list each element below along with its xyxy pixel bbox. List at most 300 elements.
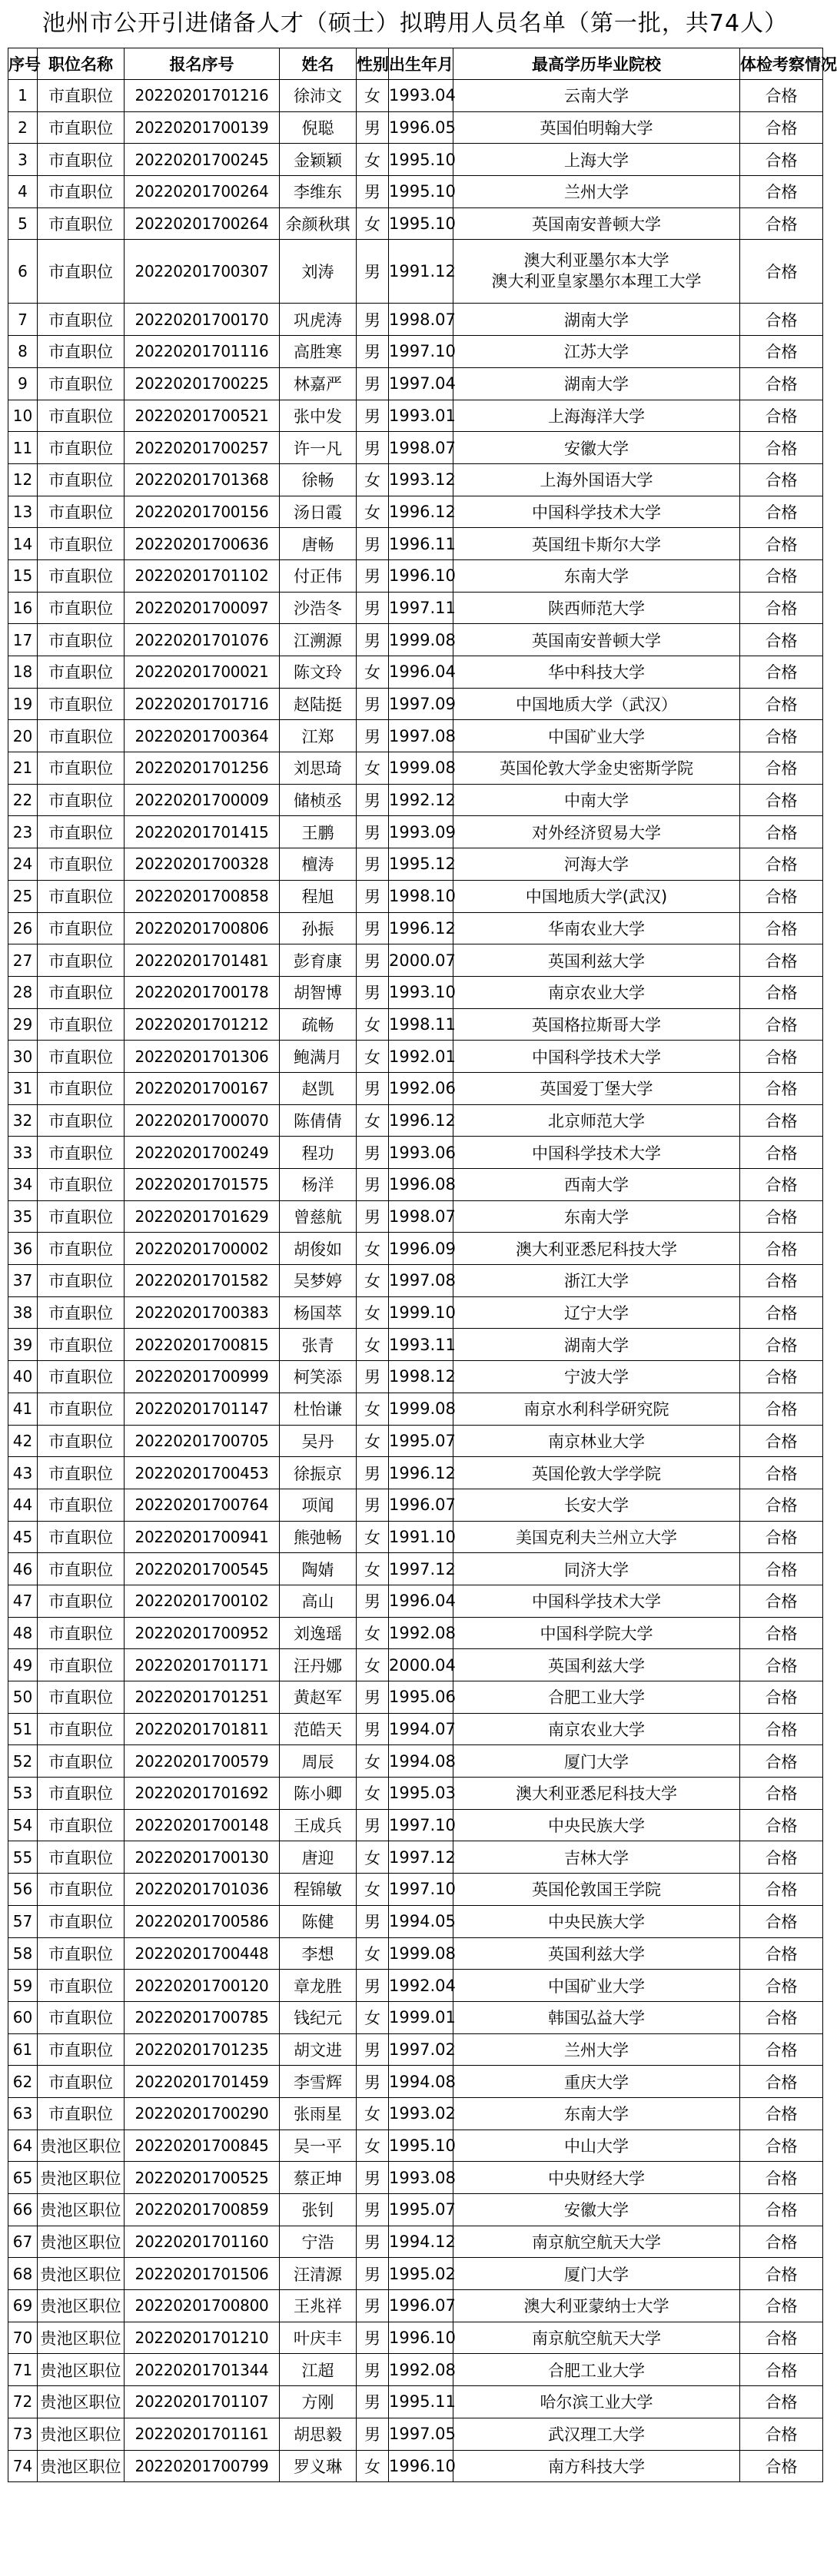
cell-school: 中国科学技术大学	[453, 496, 740, 528]
cell-check: 合格	[740, 688, 823, 720]
cell-school: 东南大学	[453, 1200, 740, 1233]
cell-name: 蔡正坤	[280, 2162, 357, 2194]
table-row	[8, 688, 823, 720]
table-row	[8, 144, 823, 176]
cell-gender: 男	[357, 432, 389, 464]
table-row	[8, 976, 823, 1008]
cell-birth: 1997.08	[389, 720, 453, 752]
cell-check: 合格	[740, 432, 823, 464]
table-body	[8, 80, 823, 2482]
cell-position: 市直职位	[38, 624, 125, 656]
cell-name: 余颜秋琪	[280, 207, 357, 240]
cell-reg-number: 20220201700815	[125, 1329, 280, 1361]
cell-check: 合格	[740, 848, 823, 881]
table-row	[8, 1137, 823, 1169]
cell-check: 合格	[740, 752, 823, 785]
table-row	[8, 2162, 823, 2194]
cell-school: 上海海洋大学	[453, 400, 740, 432]
cell-name: 高山	[280, 1585, 357, 1617]
cell-gender: 男	[357, 816, 389, 848]
cell-check: 合格	[740, 2162, 823, 2194]
cell-birth: 1992.06	[389, 1072, 453, 1104]
table-row	[8, 496, 823, 528]
cell-gender: 男	[357, 2066, 389, 2098]
cell-check: 合格	[740, 1041, 823, 1073]
cell-position: 贵池区职位	[38, 2290, 125, 2322]
cell-birth: 1999.08	[389, 1937, 453, 1970]
cell-reg-number: 20220201701147	[125, 1393, 280, 1425]
cell-gender: 男	[357, 2194, 389, 2226]
cell-check: 合格	[740, 144, 823, 176]
cell-birth: 1995.10	[389, 207, 453, 240]
cell-name: 储桢丞	[280, 784, 357, 816]
cell-name: 沙浩冬	[280, 592, 357, 624]
cell-position: 市直职位	[38, 1970, 125, 2002]
cell-reg-number: 20220201700521	[125, 400, 280, 432]
cell-position: 贵池区职位	[38, 2258, 125, 2290]
cell-name: 宁浩	[280, 2226, 357, 2258]
cell-check: 合格	[740, 1905, 823, 1937]
cell-position: 贵池区职位	[38, 2450, 125, 2482]
cell-name: 鲍满月	[280, 1041, 357, 1073]
cell-seq: 55	[8, 1841, 38, 1874]
table-row	[8, 2354, 823, 2386]
cell-seq: 39	[8, 1329, 38, 1361]
cell-gender: 男	[357, 1489, 389, 1521]
cell-reg-number: 20220201701256	[125, 752, 280, 785]
table-row	[8, 1681, 823, 1714]
cell-birth: 1993.04	[389, 80, 453, 112]
cell-name: 倪聪	[280, 111, 357, 144]
table-row	[8, 2290, 823, 2322]
cell-birth: 1996.08	[389, 1169, 453, 1201]
cell-position: 市直职位	[38, 880, 125, 912]
cell-reg-number: 20220201700002	[125, 1233, 280, 1265]
cell-check: 合格	[740, 1104, 823, 1137]
table-row	[8, 1329, 823, 1361]
cell-birth: 2000.04	[389, 1649, 453, 1681]
cell-birth: 1999.08	[389, 624, 453, 656]
cell-seq: 21	[8, 752, 38, 785]
cell-birth: 1993.06	[389, 1137, 453, 1169]
cell-birth: 1999.08	[389, 752, 453, 785]
cell-school: 东南大学	[453, 2097, 740, 2130]
cell-gender: 男	[357, 304, 389, 336]
cell-birth: 1996.04	[389, 1585, 453, 1617]
cell-school: 东南大学	[453, 559, 740, 592]
cell-position: 市直职位	[38, 1457, 125, 1489]
cell-birth: 1995.07	[389, 2194, 453, 2226]
cell-seq: 37	[8, 1265, 38, 1297]
cell-birth: 1996.10	[389, 559, 453, 592]
cell-gender: 女	[357, 2450, 389, 2482]
cell-check: 合格	[740, 1937, 823, 1970]
cell-position: 市直职位	[38, 784, 125, 816]
cell-seq: 18	[8, 656, 38, 689]
cell-school: 英国伯明翰大学	[453, 111, 740, 144]
cell-birth: 1995.10	[389, 2130, 453, 2162]
cell-reg-number: 20220201700383	[125, 1296, 280, 1329]
cell-school: 浙江大学	[453, 1265, 740, 1297]
cell-name: 吴一平	[280, 2130, 357, 2162]
cell-birth: 1997.05	[389, 2418, 453, 2450]
cell-name: 张青	[280, 1329, 357, 1361]
cell-school: 英国伦敦大学金史密斯学院	[453, 752, 740, 785]
cell-reg-number: 20220201700328	[125, 848, 280, 881]
cell-seq: 19	[8, 688, 38, 720]
cell-gender: 女	[357, 752, 389, 785]
cell-reg-number: 20220201701811	[125, 1713, 280, 1745]
cell-school: 上海大学	[453, 144, 740, 176]
cell-seq: 72	[8, 2386, 38, 2418]
cell-position: 贵池区职位	[38, 2386, 125, 2418]
cell-position: 市直职位	[38, 496, 125, 528]
cell-reg-number: 20220201701251	[125, 1681, 280, 1714]
cell-reg-number: 20220201701161	[125, 2418, 280, 2450]
cell-school: 美国克利夫兰州立大学	[453, 1521, 740, 1553]
cell-school: 中国矿业大学	[453, 720, 740, 752]
cell-seq: 26	[8, 912, 38, 944]
cell-position: 市直职位	[38, 1296, 125, 1329]
cell-gender: 女	[357, 1874, 389, 1906]
cell-seq: 8	[8, 336, 38, 368]
cell-gender: 男	[357, 688, 389, 720]
table-row	[8, 1457, 823, 1489]
cell-name: 唐迎	[280, 1841, 357, 1874]
cell-check: 合格	[740, 784, 823, 816]
cell-reg-number: 20220201700799	[125, 2450, 280, 2482]
cell-gender: 男	[357, 976, 389, 1008]
cell-reg-number: 20220201701575	[125, 1169, 280, 1201]
cell-position: 市直职位	[38, 528, 125, 560]
cell-check: 合格	[740, 592, 823, 624]
cell-gender: 男	[357, 1072, 389, 1104]
cell-position: 市直职位	[38, 976, 125, 1008]
table-row	[8, 752, 823, 785]
cell-position: 市直职位	[38, 2033, 125, 2066]
cell-reg-number: 20220201701107	[125, 2386, 280, 2418]
table-row	[8, 176, 823, 208]
cell-position: 市直职位	[38, 1008, 125, 1041]
table-row	[8, 2226, 823, 2258]
cell-position: 市直职位	[38, 656, 125, 689]
cell-check: 合格	[740, 2097, 823, 2130]
cell-name: 王兆祥	[280, 2290, 357, 2322]
cell-seq: 71	[8, 2354, 38, 2386]
cell-gender: 女	[357, 1617, 389, 1649]
cell-gender: 男	[357, 559, 389, 592]
cell-school: 英国格拉斯哥大学	[453, 1008, 740, 1041]
cell-position: 贵池区职位	[38, 2130, 125, 2162]
cell-birth: 1996.11	[389, 528, 453, 560]
cell-school: 南方科技大学	[453, 2450, 740, 2482]
cell-gender: 女	[357, 1041, 389, 1073]
cell-position: 市直职位	[38, 336, 125, 368]
table-row	[8, 1841, 823, 1874]
cell-check: 合格	[740, 2226, 823, 2258]
cell-reg-number: 20220201700290	[125, 2097, 280, 2130]
table-row	[8, 400, 823, 432]
cell-position: 市直职位	[38, 688, 125, 720]
cell-gender: 男	[357, 2226, 389, 2258]
cell-position: 贵池区职位	[38, 2226, 125, 2258]
cell-name: 胡俊如	[280, 1233, 357, 1265]
cell-check: 合格	[740, 528, 823, 560]
cell-gender: 男	[357, 1200, 389, 1233]
table-row	[8, 2130, 823, 2162]
cell-gender: 男	[357, 1457, 389, 1489]
cell-position: 市直职位	[38, 2066, 125, 2098]
cell-position: 市直职位	[38, 1041, 125, 1073]
cell-seq: 34	[8, 1169, 38, 1201]
cell-reg-number: 20220201700264	[125, 176, 280, 208]
cell-name: 赵陆挺	[280, 688, 357, 720]
cell-check: 合格	[740, 2130, 823, 2162]
cell-gender: 男	[357, 944, 389, 977]
cell-position: 市直职位	[38, 1553, 125, 1585]
table-row	[8, 559, 823, 592]
cell-name: 方刚	[280, 2386, 357, 2418]
cell-reg-number: 20220201701235	[125, 2033, 280, 2066]
cell-position: 市直职位	[38, 400, 125, 432]
cell-name: 范皓天	[280, 1713, 357, 1745]
cell-gender: 男	[357, 2418, 389, 2450]
cell-name: 陈健	[280, 1905, 357, 1937]
cell-position: 市直职位	[38, 367, 125, 400]
cell-gender: 男	[357, 1713, 389, 1745]
cell-name: 陶婧	[280, 1553, 357, 1585]
cell-name: 付正伟	[280, 559, 357, 592]
cell-birth: 1992.04	[389, 1970, 453, 2002]
cell-name: 李想	[280, 1937, 357, 1970]
cell-name: 吴梦婷	[280, 1265, 357, 1297]
cell-school: 中国科学技术大学	[453, 1137, 740, 1169]
table-row	[8, 848, 823, 881]
cell-gender: 男	[357, 592, 389, 624]
cell-birth: 1997.04	[389, 367, 453, 400]
cell-check: 合格	[740, 400, 823, 432]
cell-name: 项闻	[280, 1489, 357, 1521]
cell-seq: 66	[8, 2194, 38, 2226]
cell-school: 北京师范大学	[453, 1104, 740, 1137]
cell-school: 英国利兹大学	[453, 944, 740, 977]
cell-reg-number: 20220201700102	[125, 1585, 280, 1617]
cell-gender: 男	[357, 336, 389, 368]
table-row	[8, 1905, 823, 1937]
cell-birth: 1996.05	[389, 111, 453, 144]
table-row	[8, 2001, 823, 2033]
cell-reg-number: 20220201701506	[125, 2258, 280, 2290]
cell-check: 合格	[740, 1200, 823, 1233]
cell-check: 合格	[740, 1393, 823, 1425]
table-row	[8, 1778, 823, 1810]
cell-reg-number: 20220201700952	[125, 1617, 280, 1649]
table-row	[8, 816, 823, 848]
cell-reg-number: 20220201700120	[125, 1970, 280, 2002]
cell-name: 熊弛畅	[280, 1521, 357, 1553]
cell-name: 胡智博	[280, 976, 357, 1008]
header-position: 职位名称	[38, 48, 125, 80]
cell-birth: 1996.12	[389, 912, 453, 944]
cell-seq: 49	[8, 1649, 38, 1681]
cell-reg-number: 20220201701344	[125, 2354, 280, 2386]
table-row	[8, 1296, 823, 1329]
cell-seq: 60	[8, 2001, 38, 2033]
cell-seq: 2	[8, 111, 38, 144]
cell-gender: 女	[357, 656, 389, 689]
cell-gender: 男	[357, 1585, 389, 1617]
cell-gender: 男	[357, 1681, 389, 1714]
table-row	[8, 1585, 823, 1617]
cell-name: 陈小卿	[280, 1778, 357, 1810]
cell-reg-number: 20220201700364	[125, 720, 280, 752]
cell-check: 合格	[740, 1265, 823, 1297]
table-row	[8, 2097, 823, 2130]
cell-position: 贵池区职位	[38, 2354, 125, 2386]
cell-school: 南京农业大学	[453, 976, 740, 1008]
cell-check: 合格	[740, 656, 823, 689]
cell-birth: 1996.09	[389, 1233, 453, 1265]
cell-reg-number: 20220201701716	[125, 688, 280, 720]
cell-position: 市直职位	[38, 1137, 125, 1169]
cell-check: 合格	[740, 463, 823, 496]
table-row	[8, 1617, 823, 1649]
cell-reg-number: 20220201701306	[125, 1041, 280, 1073]
cell-seq: 13	[8, 496, 38, 528]
cell-gender: 男	[357, 1809, 389, 1841]
cell-gender: 男	[357, 176, 389, 208]
table-row	[8, 1265, 823, 1297]
cell-reg-number: 20220201700859	[125, 2194, 280, 2226]
cell-birth: 1998.07	[389, 432, 453, 464]
cell-school: 兰州大学	[453, 176, 740, 208]
cell-gender: 女	[357, 1937, 389, 1970]
cell-check: 合格	[740, 176, 823, 208]
cell-name: 曾慈航	[280, 1200, 357, 1233]
cell-position: 市直职位	[38, 80, 125, 112]
cell-gender: 男	[357, 2322, 389, 2354]
cell-reg-number: 20220201700167	[125, 1072, 280, 1104]
table-row	[8, 1393, 823, 1425]
cell-reg-number: 20220201700941	[125, 1521, 280, 1553]
cell-gender: 男	[357, 848, 389, 881]
cell-position: 市直职位	[38, 1200, 125, 1233]
cell-gender: 男	[357, 2386, 389, 2418]
table-row	[8, 1649, 823, 1681]
cell-birth: 1997.10	[389, 1809, 453, 1841]
cell-school: 合肥工业大学	[453, 2354, 740, 2386]
cell-school: 中山大学	[453, 2130, 740, 2162]
cell-school: 同济大学	[453, 1553, 740, 1585]
cell-check: 合格	[740, 1489, 823, 1521]
cell-gender: 女	[357, 1233, 389, 1265]
cell-reg-number: 20220201700021	[125, 656, 280, 689]
cell-name: 钱纪元	[280, 2001, 357, 2033]
cell-seq: 10	[8, 400, 38, 432]
table-row	[8, 1874, 823, 1906]
cell-birth: 1992.08	[389, 1617, 453, 1649]
cell-gender: 男	[357, 1361, 389, 1393]
cell-check: 合格	[740, 2290, 823, 2322]
header-school: 最高学历毕业院校	[453, 48, 740, 80]
cell-seq: 12	[8, 463, 38, 496]
header-gender: 性别	[357, 48, 389, 80]
cell-reg-number: 20220201700705	[125, 1425, 280, 1457]
cell-school: 中国矿业大学	[453, 1970, 740, 2002]
cell-school: 安徽大学	[453, 432, 740, 464]
cell-reg-number: 20220201700130	[125, 1841, 280, 1874]
cell-reg-number: 20220201700785	[125, 2001, 280, 2033]
cell-name: 胡思毅	[280, 2418, 357, 2450]
cell-position: 市直职位	[38, 1169, 125, 1201]
cell-check: 合格	[740, 111, 823, 144]
cell-gender: 男	[357, 2033, 389, 2066]
cell-school: 英国纽卡斯尔大学	[453, 528, 740, 560]
cell-gender: 女	[357, 1008, 389, 1041]
cell-position: 市直职位	[38, 1745, 125, 1778]
cell-reg-number: 20220201701102	[125, 559, 280, 592]
cell-seq: 70	[8, 2322, 38, 2354]
cell-name: 程旭	[280, 880, 357, 912]
cell-check: 合格	[740, 816, 823, 848]
cell-gender: 女	[357, 463, 389, 496]
cell-birth: 1995.10	[389, 176, 453, 208]
cell-position: 市直职位	[38, 1393, 125, 1425]
header-reg-number: 报名序号	[125, 48, 280, 80]
cell-position: 市直职位	[38, 752, 125, 785]
cell-position: 市直职位	[38, 2097, 125, 2130]
cell-reg-number: 20220201700170	[125, 304, 280, 336]
cell-birth: 1999.08	[389, 1393, 453, 1425]
cell-position: 贵池区职位	[38, 2418, 125, 2450]
cell-birth: 1996.07	[389, 1489, 453, 1521]
cell-seq: 44	[8, 1489, 38, 1521]
cell-reg-number: 20220201700257	[125, 432, 280, 464]
table-row	[8, 912, 823, 944]
cell-gender: 男	[357, 912, 389, 944]
cell-position: 市直职位	[38, 1233, 125, 1265]
cell-seq: 23	[8, 816, 38, 848]
cell-check: 合格	[740, 2322, 823, 2354]
cell-seq: 40	[8, 1361, 38, 1393]
cell-position: 市直职位	[38, 1585, 125, 1617]
cell-check: 合格	[740, 880, 823, 912]
cell-name: 刘逸瑶	[280, 1617, 357, 1649]
cell-seq: 30	[8, 1041, 38, 1073]
cell-seq: 43	[8, 1457, 38, 1489]
cell-seq: 47	[8, 1585, 38, 1617]
table-row	[8, 2386, 823, 2418]
cell-school: 合肥工业大学	[453, 1681, 740, 1714]
cell-name: 杨洋	[280, 1169, 357, 1201]
cell-name: 孙振	[280, 912, 357, 944]
cell-gender: 女	[357, 496, 389, 528]
cell-birth: 1993.11	[389, 1329, 453, 1361]
cell-birth: 1993.10	[389, 976, 453, 1008]
table-row	[8, 1041, 823, 1073]
cell-birth: 1999.10	[389, 1296, 453, 1329]
cell-reg-number: 20220201700858	[125, 880, 280, 912]
cell-birth: 1997.02	[389, 2033, 453, 2066]
cell-reg-number: 20220201700178	[125, 976, 280, 1008]
cell-school: 华南农业大学	[453, 912, 740, 944]
cell-school: 吉林大学	[453, 1841, 740, 1874]
cell-gender: 女	[357, 1104, 389, 1137]
cell-name: 程功	[280, 1137, 357, 1169]
cell-gender: 男	[357, 528, 389, 560]
cell-gender: 男	[357, 720, 389, 752]
cell-check: 合格	[740, 1809, 823, 1841]
